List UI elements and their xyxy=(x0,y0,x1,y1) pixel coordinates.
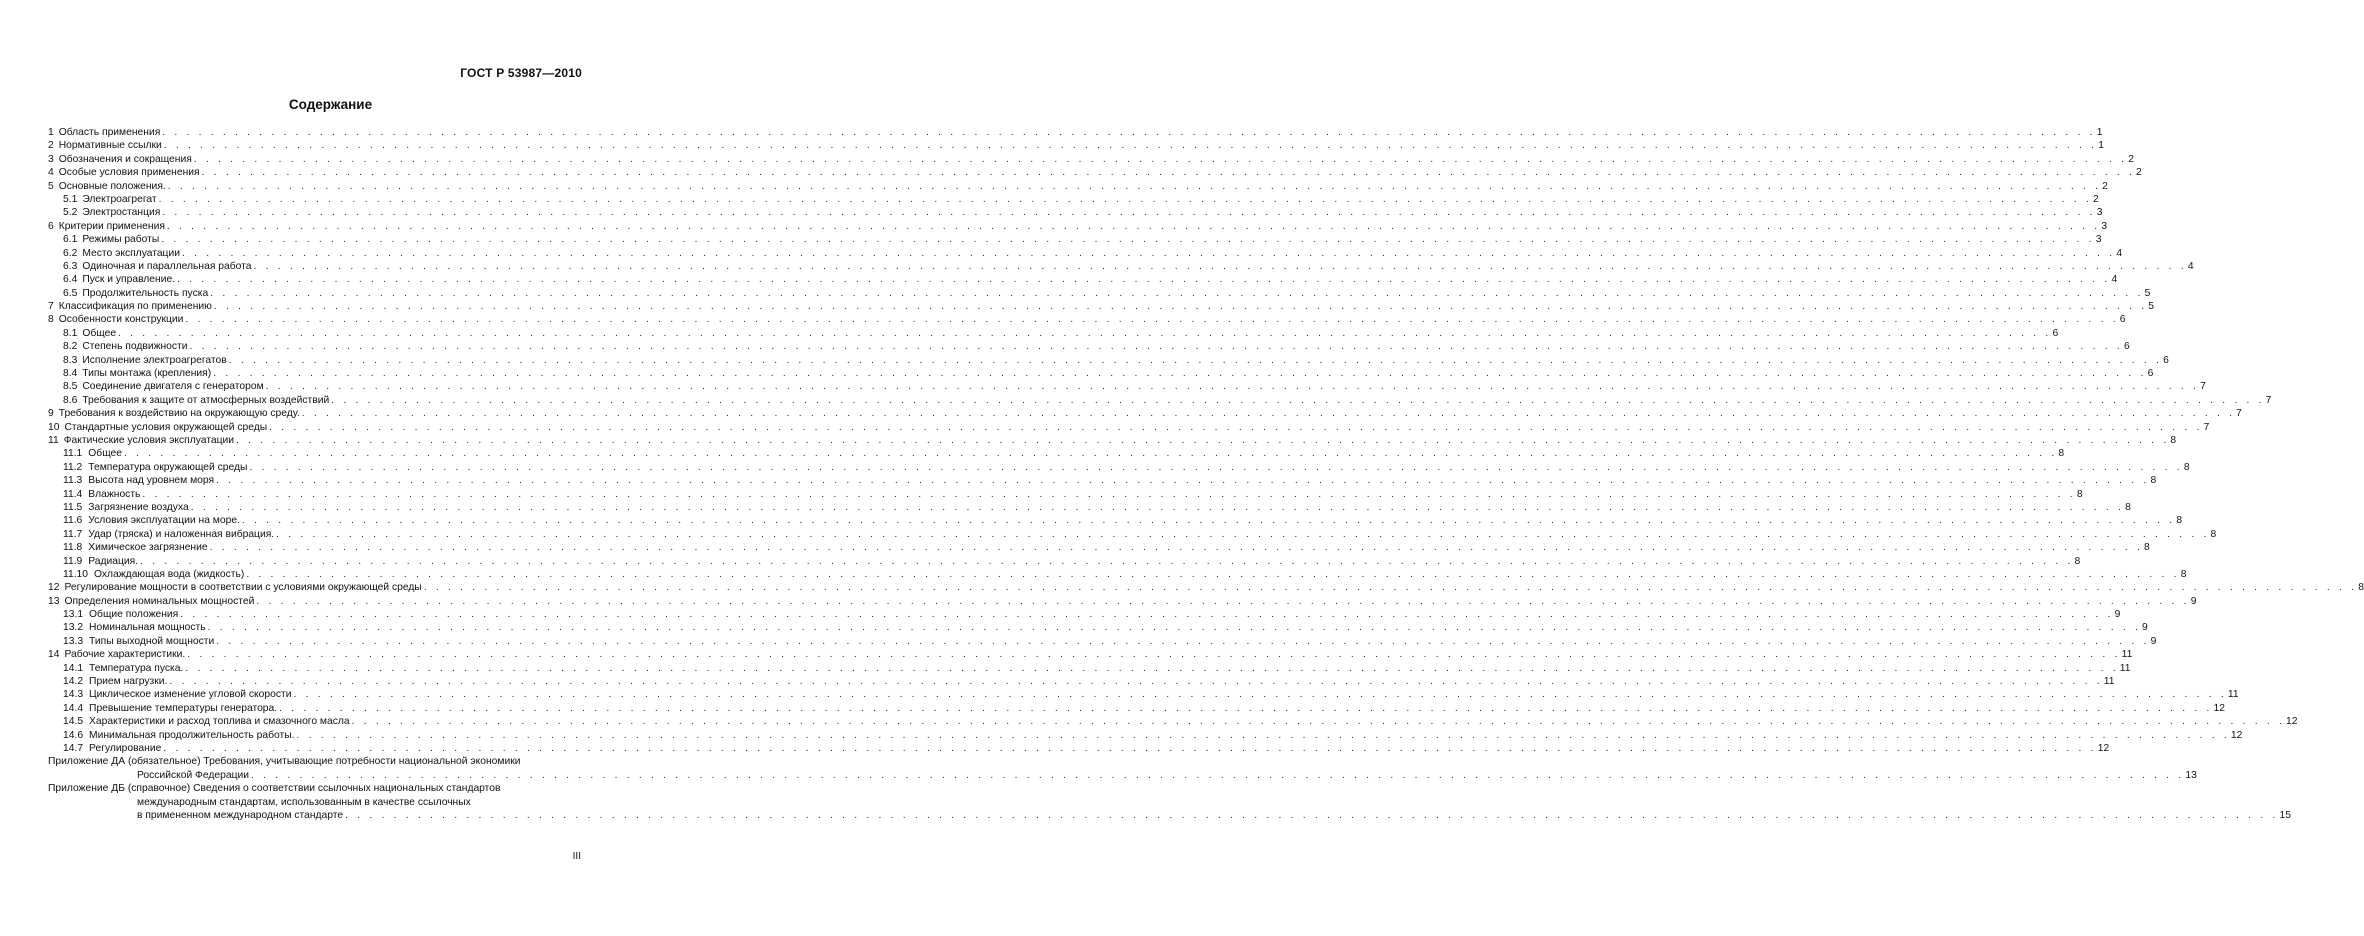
toc-entry[interactable] xyxy=(48,688,2239,701)
toc-entry-number: 9 xyxy=(48,408,54,420)
toc-entry-label: Электроагрегат xyxy=(82,193,157,205)
toc-entry-number: 10 xyxy=(48,421,60,433)
toc-entry-number: 13.1 xyxy=(63,609,84,621)
toc-entry-number: 11.10 xyxy=(63,568,89,580)
toc-entry-number: 13.2 xyxy=(63,622,84,634)
toc-entry-title xyxy=(63,608,178,621)
toc-entry-label: Степень подвижности xyxy=(82,341,188,353)
toc-entry-page: 7 xyxy=(2203,421,2210,433)
toc-entry-label: Охлаждающая вода (жидкость) xyxy=(94,568,245,580)
toc-appendix-entry[interactable] xyxy=(48,782,2291,822)
toc-entry-title xyxy=(63,501,189,514)
toc-entry-number: 14.4 xyxy=(63,702,84,714)
toc-entry[interactable] xyxy=(48,180,2108,193)
toc-entry-label: Особенности конструкции xyxy=(58,314,184,326)
toc-entry-number: 11.1 xyxy=(63,448,83,460)
toc-entry-title xyxy=(63,662,183,675)
toc-entry-title xyxy=(63,340,188,353)
toc-entry-label: Общее xyxy=(88,448,122,460)
toc-entry-label: Продолжительность пуска xyxy=(82,287,209,299)
dot-leader: . . . . . . . . . . . . . . . . . . . . . . . . . . . . . . . . . . . . . . . . . . . . . . . . . . . . . . . . . . . . . . . . . . . . . . . . . . . . . . . . . . . . . . . . . . . . . . . . . . . . . . . . . . . . . . . . . . . . . . . . . . . . . . . . . . . . . . . . . . . . . . . . . . . . . . . . . . . . . . . . xyxy=(181,247,2116,259)
dot-leader: . . . . . . . . . . . . . . . . . . . . . . . . . . . . . . . . . . . . . . . . . . . . . . . . . . . . . . . . . . . . . . . . . . . . . . . . . . . . . . . . . . . . . . . . . . . . . . . . . . . . . . . . . . . . . . . . . . . . . . . . . . . . . . . . . . . . . . . . . . . . . . . . . . . . . . . . . . . . . . . . xyxy=(207,622,2142,634)
page-number: III xyxy=(572,851,581,862)
toc-entry-label: Влажность xyxy=(88,488,141,500)
toc-entry-label: Высота над уровнем моря xyxy=(88,475,215,487)
toc-entry-title xyxy=(63,474,214,487)
toc-entry-number: 11.6 xyxy=(63,515,83,527)
toc-entry-label: Основные положения. xyxy=(58,180,166,192)
dot-leader: . . . . . . . . . . . . . . . . . . . . . . . . . . . . . . . . . . . . . . . . . . . . . . . . . . . . . . . . . . . . . . . . . . . . . . . . . . . . . . . . . . . . . . . . . . . . . . . . . . . . . . . . . . . . . . . . . . . . . . . . . . . . . . . . . . . . . . . . . . . . . . . . . . . . . . . . . . . . . . . . xyxy=(228,354,2163,366)
dot-leader: . . . . . . . . . . . . . . . . . . . . . . . . . . . . . . . . . . . . . . . . . . . . . . . . . . . . . . . . . . . . . . . . . . . . . . . . . . . . . . . . . . . . . . . . . . . . . . . . . . . . . . . . . . . . . . . . . . . . . . . . . . . . . . . . . . . . . . . . . . . . . . . . . . . . . . . . . . . . . . . . xyxy=(193,153,2128,165)
toc-entry-number: 11.4 xyxy=(63,488,83,500)
toc-entry-title xyxy=(63,380,264,393)
toc-entry-page: 6 xyxy=(2123,341,2130,353)
toc-entry-page: 12 xyxy=(2097,742,2110,754)
toc-entry-title xyxy=(63,260,251,273)
toc-entry-number: 11.3 xyxy=(63,475,83,487)
toc-entry-number: 14.5 xyxy=(63,716,84,728)
toc-entry-page: 8 xyxy=(2170,434,2177,446)
toc-entry-label: Обозначения и сокращения xyxy=(58,153,192,165)
toc-entry[interactable] xyxy=(48,581,2364,594)
dot-leader: . . . . . . . . . . . . . . . . . . . . . . . . . . . . . . . . . . . . . . . . . . . . . . . . . . . . . . . . . . . . . . . . . . . . . . . . . . . . . . . . . . . . . . . . . . . . . . . . . . . . . . . . . . . . . . . . . . . . . . . . . . . . . . . . . . . . . . . . . . . . . . . . . . . . . . . . . . . . . . . . xyxy=(253,260,2187,272)
toc-entry[interactable] xyxy=(48,247,2123,260)
toc-entry-number: 3 xyxy=(48,153,54,165)
toc-entry-label: Стандартные условия окружающей среды xyxy=(64,421,268,433)
toc-entry[interactable] xyxy=(48,514,2183,527)
toc-entry[interactable] xyxy=(48,729,2243,742)
toc-entry-number: 14 xyxy=(48,649,60,661)
toc-entry-number: 11.5 xyxy=(63,501,83,513)
toc-entry[interactable] xyxy=(48,702,2225,715)
dot-leader: . . . . . . . . . . . . . . . . . . . . . . . . . . . . . . . . . . . . . . . . . . . . . . . . . . . . . . . . . . . . . . . . . . . . . . . . . . . . . . . . . . . . . . . . . . . . . . . . . . . . . . . . . . . . . . . . . . . . . . . . . . . . . . . . . . . . . . . . . . . . . . . . . . . . . . . . . . . . . . . . xyxy=(169,676,2103,688)
toc-entry[interactable] xyxy=(48,461,2190,474)
dot-leader: . . . . . . . . . . . . . . . . . . . . . . . . . . . . . . . . . . . . . . . . . . . . . . . . . . . . . . . . . . . . . . . . . . . . . . . . . . . . . . . . . . . . . . . . . . . . . . . . . . . . . . . . . . . . . . . . . . . . . . . . . . . . . . . . . . . . . . . . . . . . . . . . . . . . . . . . . . . . . . . . xyxy=(246,568,2180,580)
toc-entry-title xyxy=(48,153,192,166)
toc-entry-label: Электростанция xyxy=(82,207,161,219)
dot-leader: . . . . . . . . . . . . . . . . . . . . . . . . . . . . . . . . . . . . . . . . . . . . . . . . . . . . . . . . . . . . . . . . . . . . . . . . . . . . . . . . . . . . . . . . . . . . . . . . . . . . . . . . . . . . . . . . . . . . . . . . . . . . . . . . . . . . . . . . . . . . . . . . . . . . . . . . . . . . . . . . xyxy=(185,314,2119,326)
toc-entry-page: 5 xyxy=(2148,301,2155,313)
toc-entry-number: 11 xyxy=(48,434,59,446)
toc-entry-title xyxy=(48,595,254,608)
toc-entry-title xyxy=(63,688,291,701)
toc-entry-label: Температура окружающей среды xyxy=(88,461,248,473)
toc-entry-label: Общие положения xyxy=(89,609,179,621)
toc-entry-number: 2 xyxy=(48,140,54,152)
toc-appendix-entry[interactable] xyxy=(48,755,2197,782)
toc-entry-label: Пуск и управление. xyxy=(82,274,176,286)
toc-entry-number: 6.5 xyxy=(63,287,78,299)
toc-entry[interactable] xyxy=(48,300,2155,313)
toc-entry-title xyxy=(48,407,300,420)
toc-entry-page: 3 xyxy=(2096,207,2103,219)
toc-entry-number: 14.2 xyxy=(63,676,84,688)
toc-entry[interactable] xyxy=(48,501,2131,514)
toc-entry[interactable] xyxy=(48,206,2103,219)
toc-entry[interactable] xyxy=(48,220,2108,233)
dot-leader: . . . . . . . . . . . . . . . . . . . . . . . . . . . . . . . . . . . . . . . . . . . . . . . . . . . . . . . . . . . . . . . . . . . . . . . . . . . . . . . . . . . . . . . . . . . . . . . . . . . . . . . . . . . . . . . . . . . . . . . . . . . . . . . . . . . . . . . . . . . . . . . . . . . . . . . . . . . . . . . . xyxy=(249,461,2183,473)
toc-entry-page: 12 xyxy=(2230,729,2243,741)
toc-entry-page: 6 xyxy=(2163,354,2169,366)
toc-entry[interactable] xyxy=(48,434,2177,447)
dot-leader: . . . . . . . . . . . . . . . . . . . . . . . . . . . . . . . . . . . . . . . . . . . . . . . . . . . . . . . . . . . . . . . . . . . . . . . . . . . . . . . . . . . . . . . . . . . . . . . . . . . . . . . . . . . . . . . . . . . . . . . . . . . . . . . . . . . . . . . . . . . . . . . . . . . . . . . . . . . . . . . . xyxy=(331,394,2265,406)
toc-entry-page: 1 xyxy=(2096,127,2103,138)
toc-entry-number: 7 xyxy=(48,301,54,313)
dot-leader: . . . . . . . . . . . . . . . . . . . . . . . . . . . . . . . . . . . . . . . . . . . . . . . . . . . . . . . . . . . . . . . . . . . . . . . . . . . . . . . . . . . . . . . . . . . . . . . . . . . . . . . . . . . . . . . . . . . . . . . . . . . . . . . . . . . . . . . . . . . . . . . . . . . . . . . . . . . . . . . . xyxy=(140,555,2074,567)
dot-leader: . . . . . . . . . . . . . . . . . . . . . . . . . . . . . . . . . . . . . . . . . . . . . . . . . . . . . . . . . . . . . . . . . . . . . . . . . . . . . . . . . . . . . . . . . . . . . . . . . . . . . . . . . . . . . . . . . . . . . . . . . . . . . . . . . . . . . . . . . . . . . . . . . . . . . . . . . . . . . . . . xyxy=(216,475,2150,487)
toc-entry-label: Радиация. xyxy=(88,555,139,567)
toc-entry-label: Общее xyxy=(82,327,117,339)
toc-entry-page: 8 xyxy=(2150,475,2157,487)
toc-entry-title xyxy=(63,541,208,554)
toc-entry-label: Рабочие характеристики. xyxy=(64,649,186,661)
toc-entry[interactable] xyxy=(48,273,2118,286)
toc-entry-label: Регулирование xyxy=(89,742,162,754)
toc-entry-page: 6 xyxy=(2147,368,2154,380)
toc-entry-label: Удар (тряска) и наложенная вибрация. xyxy=(88,528,275,540)
toc-entry-page: 8 xyxy=(2210,528,2217,540)
toc-entry[interactable] xyxy=(48,193,2099,206)
toc-entry-page: 9 xyxy=(2190,595,2197,607)
toc-entry-page: 2 xyxy=(2102,180,2108,192)
toc-entry-label: Превышение температуры генератора. xyxy=(89,702,278,714)
toc-entry-page: 2 xyxy=(2128,153,2134,165)
toc-entry[interactable] xyxy=(48,380,2206,393)
dot-leader: . . . . . . . . . . . . . . . . . . . . . . . . . . . . . . . . . . . . . . . . . . . . . . . . . . . . . . . . . . . . . . . . . . . . . . . . . . . . . . . . . . . . . . . . . . . . . . . . . . . . . . . . . . . . . . . . . . . . . . . . . . . . . . . . . . . . . . . . . . . . . . . . . . . . . . . . . . . . . . . . xyxy=(142,488,2076,500)
toc-entry-label: Соединение двигателя с генератором xyxy=(82,381,264,393)
toc-entry-title xyxy=(63,193,157,206)
dot-leader: . . . . . . . . . . . . . . . . . . . . . . . . . . . . . . . . . . . . . . . . . . . . . . . . . . . . . . . . . . . . . . . . . . . . . . . . . . . . . . . . . . . . . . . . . . . . . . . . . . . . . . . . . . . . . . . . . . . . . . . . . . . . . . . . . . . . . . . . . . . . . . . . . . . . . . . . . . . . . . . . xyxy=(301,408,2236,420)
toc-entry-title xyxy=(63,461,247,474)
toc-entry[interactable] xyxy=(48,541,2150,554)
toc-entry-label: Химическое загрязнение xyxy=(88,542,208,554)
page-title: Содержание xyxy=(288,97,373,112)
toc-entry-page: 8 xyxy=(2180,568,2187,580)
toc-entry-number: 6.2 xyxy=(63,247,78,259)
toc-entry-label: Типы выходной мощности xyxy=(89,635,215,647)
toc-entry-page: 8 xyxy=(2076,488,2083,500)
toc-entry-page: 6 xyxy=(2052,327,2059,339)
toc-entry-number: 8.3 xyxy=(63,354,78,366)
toc-entry-page: 3 xyxy=(2101,220,2108,232)
toc-entry-page: 2 xyxy=(2093,193,2099,205)
toc-entry-title xyxy=(63,568,244,581)
toc-entry-label: Определения номинальных мощностей xyxy=(64,595,255,607)
toc-entry-page: 9 xyxy=(2114,609,2121,621)
dot-leader: . . . . . . . . . . . . . . . . . . . . . . . . . . . . . . . . . . . . . . . . . . . . . . . . . . . . . . . . . . . . . . . . . . . . . . . . . . . . . . . . . . . . . . . . . . . . . . . . . . . . . . . . . . . . . . . . . . . . . . . . . . . . . . . . . . . . . . . . . . . . . . . . . . . . . . . . . . . . . . . . xyxy=(269,421,2203,433)
toc-entry-title xyxy=(48,421,267,434)
toc-entry-number: 8.5 xyxy=(63,381,78,393)
toc-entry-page: 3 xyxy=(2095,234,2102,246)
toc-entry-title xyxy=(63,528,274,541)
toc-entry-number: 5.1 xyxy=(63,193,78,205)
toc-entry-page: 9 xyxy=(2142,622,2148,634)
toc-entry-label: Загрязнение воздуха xyxy=(88,501,189,513)
dot-leader: . . . . . . . . . . . . . . . . . . . . . . . . . . . . . . . . . . . . . . . . . . . . . . . . . . . . . . . . . . . . . . . . . . . . . . . . . . . . . . . . . . . . . . . . . . . . . . . . . . . . . . . . . . . . . . . . . . . . . . . . . . . . . . . . . . . . . . . . . . . . . . . . . . . . . . . . . . . . . . . . xyxy=(163,742,2097,754)
dot-leader: . . . . . . . . . . . . . . . . . . . . . . . . . . . . . . . . . . . . . . . . . . . . . . . . . . . . . . . . . . . . . . . . . . . . . . . . . . . . . . . . . . . . . . . . . . . . . . . . . . . . . . . . . . . . . . . . . . . . . . . . . . . . . . . . . . . . . . . . . . . . . . . . . . . . . . . . . . . . . . . . xyxy=(241,515,2176,527)
toc-entry-title xyxy=(63,555,138,568)
appendix-title-continuation: международным стандартам, использованным в качестве ссылочных xyxy=(137,796,471,808)
toc-entry-number: 6.4 xyxy=(63,274,78,286)
toc-entry-label: Типы монтажа (крепления) xyxy=(82,368,212,380)
toc-entry[interactable] xyxy=(48,340,2130,353)
toc-entry-title xyxy=(48,139,162,152)
toc-entry[interactable] xyxy=(48,675,2115,688)
toc-entry-number: 13.3 xyxy=(63,635,84,647)
toc-entry-page: 5 xyxy=(2144,287,2151,299)
toc-entry-page: 8 xyxy=(2058,448,2065,460)
toc-entry[interactable] xyxy=(48,608,2121,621)
toc-entry-page: 8 xyxy=(2358,582,2364,594)
toc-entry-label: Регулирование мощности в соответствии с условиями окружающей среды xyxy=(64,582,422,594)
toc-entry-number: 14.3 xyxy=(63,689,84,701)
toc-entry-number: 8 xyxy=(48,314,54,326)
toc-entry-label: Требования к воздействию на окружающую среду. xyxy=(58,408,300,420)
toc-entry-title xyxy=(48,313,183,326)
toc-entry-title xyxy=(48,180,166,193)
dot-leader: . . . . . . . . . . . . . . . . . . . . . . . . . . . . . . . . . . . . . . . . . . . . . . . . . . . . . . . . . . . . . . . . . . . . . . . . . . . . . . . . . . . . . . . . . . . . . . . . . . . . . . . . . . . . . . . . . . . . . . . . . . . . . . . . . . . . . . . . . . . . . . . . . . . . . . . . . . . . . . . . xyxy=(163,140,2098,152)
toc-entry-title xyxy=(63,247,180,260)
toc-entry-label: Особые условия применения xyxy=(58,167,200,179)
dot-leader: . . . . . . . . . . . . . . . . . . . . . . . . . . . . . . . . . . . . . . . . . . . . . . . . . . . . . . . . . . . . . . . . . . . . . . . . . . . . . . . . . . . . . . . . . . . . . . . . . . . . . . . . . . . . . . . . . . . . . . . . . . . . . . . . . . . . . . . . . . . . . . . . . . . . . . . . . . . . . . . . xyxy=(213,368,2147,380)
dot-leader: . . . . . . . . . . . . . . . . . . . . . . . . . . . . . . . . . . . . . . . . . . . . . . . . . . . . . . . . . . . . . . . . . . . . . . . . . . . . . . . . . . . . . . . . . . . . . . . . . . . . . . . . . . . . . . . . . . . . . . . . . . . . . . . . . . . . . . . . . . . . . . . . . . . . . . . . . . . . . . . . xyxy=(279,702,2213,714)
toc-entry-page: 4 xyxy=(2187,260,2194,272)
dot-leader: . . . . . . . . . . . . . . . . . . . . . . . . . . . . . . . . . . . . . . . . . . . . . . . . . . . . . . . . . . . . . . . . . . . . . . . . . . . . . . . . . . . . . . . . . . . . . . . . . . . . . . . . . . . . . . . . . . . . . . . . . . . . . . . . . . . . . . . . . . . . . . . . . . . . . . . . . . . . . . . . xyxy=(158,193,2092,205)
toc-entry-title xyxy=(63,287,208,300)
toc-entry-number: 4 xyxy=(48,167,54,179)
dot-leader: . . . . . . . . . . . . . . . . . . . . . . . . . . . . . . . . . . . . . . . . . . . . . . . . . . . . . . . . . . . . . . . . . . . . . . . . . . . . . . . . . . . . . . . . . . . . . . . . . . . . . . . . . . . . . . . . . . . . . . . . . . . . . . . . . . . . . . . . . . . . . . . . . . . . . . . . . . . . . . . . xyxy=(210,287,2144,299)
dot-leader: . . . . . . . . . . . . . . . . . . . . . . . . . . . . . . . . . . . . . . . . . . . . . . . . . . . . . . . . . . . . . . . . . . . . . . . . . . . . . . . . . . . . . . . . . . . . . . . . . . . . . . . . . . . . . . . . . . . . . . . . . . . . . . . . . . . . . . . . . . . . . . . . . . . . . . . . . . . . . . . . xyxy=(276,528,2210,540)
toc-entry-title xyxy=(63,635,214,648)
toc-entry-label: Место эксплуатации xyxy=(82,247,180,259)
toc-entry-number: 14.7 xyxy=(63,742,84,754)
appendix-page: 13 xyxy=(2185,769,2197,781)
toc-entry-title xyxy=(63,729,295,742)
dot-leader: . . . . . . . . . . . . . . . . . . . . . . . . . . . . . . . . . . . . . . . . . . . . . . . . . . . . . . . . . . . . . . . . . . . . . . . . . . . . . . . . . . . . . . . . . . . . . . . . . . . . . . . . . . . . . . . . . . . . . . . . . . . . . . . . . . . . . . . . . . . . . . . . . . . . . . . . . . . . . . . . xyxy=(124,448,2058,460)
toc-entry-number: 11.9 xyxy=(63,555,83,567)
dot-leader: . . . . . . . . . . . . . . . . . . . . . . . . . . . . . . . . . . . . . . . . . . . . . . . . . . . . . . . . . . . . . . . . . . . . . . . . . . . . . . . . . . . . . . . . . . . . . . . . . . . . . . . . . . . . . . . . . . . . . . . . . . . . . . . . . . . . . . . . . . . . . . . . . . . . . . . . . . . . . . . . xyxy=(185,662,2119,674)
toc-entry-label: Область применения xyxy=(58,127,161,138)
toc-entry[interactable] xyxy=(48,367,2154,380)
dot-leader: . . . . . . . . . . . . . . . . . . . . . . . . . . . . . . . . . . . . . . . . . . . . . . . . . . . . . . . . . . . . . . . . . . . . . . . . . . . . . . . . . . . . . . . . . . . . . . . . . . . . . . . . . . . . . . . . . . . . . . . . . . . . . . . . . . . . . . . . . . . . . . . . . . . . . . . . . . . . . . . . xyxy=(250,769,2185,781)
toc-entry-title xyxy=(63,675,167,688)
toc-entry-title xyxy=(48,166,200,179)
toc-entry[interactable] xyxy=(48,662,2131,675)
toc-entry-page: 11 xyxy=(2121,649,2133,661)
toc-entry[interactable] xyxy=(48,421,2210,434)
toc-entry-page: 11 xyxy=(2227,689,2239,701)
toc-entry-label: Фактические условия эксплуатации xyxy=(63,434,234,446)
toc-entry-label: Нормативные ссылки xyxy=(58,140,162,152)
toc-entry-title xyxy=(48,434,234,447)
dot-leader: . . . . . . . . . . . . . . . . . . . . . . . . . . . . . . . . . . . . . . . . . . . . . . . . . . . . . . . . . . . . . . . . . . . . . . . . . . . . . . . . . . . . . . . . . . . . . . . . . . . . . . . . . . . . . . . . . . . . . . . . . . . . . . . . . . . . . . . . . . . . . . . . . . . . . . . . . . . . . . . . xyxy=(187,649,2121,661)
dot-leader: . . . . . . . . . . . . . . . . . . . . . . . . . . . . . . . . . . . . . . . . . . . . . . . . . . . . . . . . . . . . . . . . . . . . . . . . . . . . . . . . . . . . . . . . . . . . . . . . . . . . . . . . . . . . . . . . . . . . . . . . . . . . . . . . . . . . . . . . . . . . . . . . . . . . . . . . . . . . . . . . xyxy=(166,220,2101,232)
toc-entry[interactable] xyxy=(48,260,2194,273)
toc-entry-title xyxy=(63,233,159,246)
toc-entry-page: 8 xyxy=(2183,461,2190,473)
toc-entry-number: 8.4 xyxy=(63,368,78,380)
toc-entry[interactable] xyxy=(48,648,2133,661)
toc-entry-title xyxy=(63,354,227,367)
toc-entry-label: Минимальная продолжительность работы. xyxy=(89,729,295,741)
toc-entry-number: 11.8 xyxy=(63,542,83,554)
dot-leader: . . . . . . . . . . . . . . . . . . . . . . . . . . . . . . . . . . . . . . . . . . . . . . . . . . . . . . . . . . . . . . . . . . . . . . . . . . . . . . . . . . . . . . . . . . . . . . . . . . . . . . . . . . . . . . . . . . . . . . . . . . . . . . . . . . . . . . . . . . . . . . . . . . . . . . . . . . . . . . . . xyxy=(190,501,2125,513)
toc-entry-number: 14.6 xyxy=(63,729,84,741)
dot-leader: . . . . . . . . . . . . . . . . . . . . . . . . . . . . . . . . . . . . . . . . . . . . . . . . . . . . . . . . . . . . . . . . . . . . . . . . . . . . . . . . . . . . . . . . . . . . . . . . . . . . . . . . . . . . . . . . . . . . . . . . . . . . . . . . . . . . . . . . . . . . . . . . . . . . . . . . . . . . . . . . xyxy=(296,729,2230,741)
toc-entry[interactable] xyxy=(48,287,2151,300)
toc-entry[interactable] xyxy=(48,354,2169,367)
toc-entry-label: Требования к защите от атмосферных воздействий xyxy=(82,394,330,406)
toc-entry-title xyxy=(63,273,175,286)
toc-entry-page: 8 xyxy=(2125,501,2131,513)
dot-leader: . . . . . . . . . . . . . . . . . . . . . . . . . . . . . . . . . . . . . . . . . . . . . . . . . . . . . . . . . . . . . . . . . . . . . . . . . . . . . . . . . . . . . . . . . . . . . . . . . . . . . . . . . . . . . . . . . . . . . . . . . . . . . . . . . . . . . . . . . . . . . . . . . . . . . . . . . . . . . . . . xyxy=(161,234,2095,246)
toc-entry-title xyxy=(48,648,185,661)
toc-entry-number: 5 xyxy=(48,180,54,192)
toc-entry-label: Режимы работы xyxy=(82,234,160,246)
toc-entry[interactable] xyxy=(48,447,2065,460)
dot-leader: . . . . . . . . . . . . . . . . . . . . . . . . . . . . . . . . . . . . . . . . . . . . . . . . . . . . . . . . . . . . . . . . . . . . . . . . . . . . . . . . . . . . . . . . . . . . . . . . . . . . . . . . . . . . . . . . . . . . . . . . . . . . . . . . . . . . . . . . . . . . . . . . . . . . . . . . . . . . . . . . xyxy=(201,167,2136,179)
toc-entry-page: 12 xyxy=(2286,716,2298,728)
toc-entry-title xyxy=(48,220,165,233)
toc-entry-number: 1 xyxy=(48,127,54,138)
toc-entry-number: 6 xyxy=(48,220,54,232)
toc-entry-number: 8.2 xyxy=(63,341,78,353)
toc-entry-label: Прием нагрузки. xyxy=(89,676,168,688)
toc-entry-title xyxy=(63,702,277,715)
toc-entry[interactable] xyxy=(48,139,2104,152)
dot-leader: . . . . . . . . . . . . . . . . . . . . . . . . . . . . . . . . . . . . . . . . . . . . . . . . . . . . . . . . . . . . . . . . . . . . . . . . . . . . . . . . . . . . . . . . . . . . . . . . . . . . . . . . . . . . . . . . . . . . . . . . . . . . . . . . . . . . . . . . . . . . . . . . . . . . . . . . . . . . . . . . xyxy=(351,716,2286,728)
toc-entry-number: 5.2 xyxy=(63,207,78,219)
appendix-title: Приложение ДБ (справочное) Сведения о соответствии ссылочных национальных стандартов xyxy=(48,783,501,795)
toc-entry-title xyxy=(63,715,350,728)
dot-leader: . . . . . . . . . . . . . . . . . . . . . . . . . . . . . . . . . . . . . . . . . . . . . . . . . . . . . . . . . . . . . . . . . . . . . . . . . . . . . . . . . . . . . . . . . . . . . . . . . . . . . . . . . . . . . . . . . . . . . . . . . . . . . . . . . . . . . . . . . . . . . . . . . . . . . . . . . . . . . . . . xyxy=(293,689,2227,701)
toc-entry[interactable] xyxy=(48,394,2272,407)
toc-entry[interactable] xyxy=(48,126,2103,139)
toc-entry[interactable] xyxy=(48,635,2157,648)
dot-leader: . . . . . . . . . . . . . . . . . . . . . . . . . . . . . . . . . . . . . . . . . . . . . . . . . . . . . . . . . . . . . . . . . . . . . . . . . . . . . . . . . . . . . . . . . . . . . . . . . . . . . . . . . . . . . . . . . . . . . . . . . . . . . . . . . . . . . . . . . . . . . . . . . . . . . . . . . . . . . . . . xyxy=(265,381,2200,393)
toc-entry-page: 7 xyxy=(2200,381,2206,393)
dot-leader: . . . . . . . . . . . . . . . . . . . . . . . . . . . . . . . . . . . . . . . . . . . . . . . . . . . . . . . . . . . . . . . . . . . . . . . . . . . . . . . . . . . . . . . . . . . . . . . . . . . . . . . . . . . . . . . . . . . . . . . . . . . . . . . . . . . . . . . . . . . . . . . . . . . . . . . . . . . . . . . . xyxy=(236,434,2170,446)
dot-leader: . . . . . . . . . . . . . . . . . . . . . . . . . . . . . . . . . . . . . . . . . . . . . . . . . . . . . . . . . . . . . . . . . . . . . . . . . . . . . . . . . . . . . . . . . . . . . . . . . . . . . . . . . . . . . . . . . . . . . . . . . . . . . . . . . . . . . . . . . . . . . . . . . . . . . . . . . . . . . . . . xyxy=(162,127,2096,138)
dot-leader: . . . . . . . . . . . . . . . . . . . . . . . . . . . . . . . . . . . . . . . . . . . . . . . . . . . . . . . . . . . . . . . . . . . . . . . . . . . . . . . . . . . . . . . . . . . . . . . . . . . . . . . . . . . . . . . . . . . . . . . . . . . . . . . . . . . . . . . . . . . . . . . . . . . . . . . . . . . . . . . . xyxy=(167,180,2102,192)
toc-entry-title xyxy=(48,300,212,313)
toc-entry-page: 2 xyxy=(2136,167,2142,179)
toc-entry[interactable] xyxy=(48,166,2142,179)
toc-entry-title xyxy=(63,206,160,219)
toc-entry[interactable] xyxy=(48,153,2134,166)
toc-entry-page: 8 xyxy=(2144,542,2150,554)
toc-entry-number: 11.7 xyxy=(63,528,83,540)
toc-entry-label: Классификация по применению xyxy=(58,301,212,313)
appendix-title-continuation: Российской Федерации xyxy=(137,769,249,781)
toc-entry-label: Исполнение электроагрегатов xyxy=(82,354,227,366)
toc-entry-title xyxy=(48,126,160,139)
toc-entry-label: Характеристики и расход топлива и смазочного масла xyxy=(89,716,350,728)
dot-leader: . . . . . . . . . . . . . . . . . . . . . . . . . . . . . . . . . . . . . . . . . . . . . . . . . . . . . . . . . . . . . . . . . . . . . . . . . . . . . . . . . . . . . . . . . . . . . . . . . . . . . . . . . . . . . . . . . . . . . . . . . . . . . . . . . . . . . . . . . . . . . . . . . . . . . . . . . . . . . . . . xyxy=(118,327,2052,339)
toc-entry-label: Критерии применения xyxy=(58,220,165,232)
toc-entry-page: 4 xyxy=(2111,274,2118,286)
toc-entry-page: 11 xyxy=(2103,676,2115,688)
toc-entry[interactable] xyxy=(48,555,2081,568)
toc-entry-label: Циклическое изменение угловой скорости xyxy=(89,689,292,701)
standard-code: ГОСТ Р 53987—2010 xyxy=(460,66,582,80)
toc-entry-number: 12 xyxy=(48,582,60,594)
toc-entry-number: 6.3 xyxy=(63,260,78,272)
toc-entry-page: 4 xyxy=(2116,247,2123,259)
toc-entry-number: 6.1 xyxy=(63,234,78,246)
toc-entry[interactable] xyxy=(48,407,2242,420)
toc-entry[interactable] xyxy=(48,595,2197,608)
toc-entry[interactable] xyxy=(48,621,2148,634)
dot-leader: . . . . . . . . . . . . . . . . . . . . . . . . . . . . . . . . . . . . . . . . . . . . . . . . . . . . . . . . . . . . . . . . . . . . . . . . . . . . . . . . . . . . . . . . . . . . . . . . . . . . . . . . . . . . . . . . . . . . . . . . . . . . . . . . . . . . . . . . . . . . . . . . . . . . . . . . . . . . . . . . xyxy=(256,595,2190,607)
toc-entry[interactable] xyxy=(48,568,2187,581)
toc-entry[interactable] xyxy=(48,488,2083,501)
toc-entry-page: 1 xyxy=(2098,140,2104,152)
toc-entry[interactable] xyxy=(48,715,2298,728)
toc-entry[interactable] xyxy=(48,313,2126,326)
dot-leader: . . . . . . . . . . . . . . . . . . . . . . . . . . . . . . . . . . . . . . . . . . . . . . . . . . . . . . . . . . . . . . . . . . . . . . . . . . . . . . . . . . . . . . . . . . . . . . . . . . . . . . . . . . . . . . . . . . . . . . . . . . . . . . . . . . . . . . . . . . . . . . . . . . . . . . . . . . . . . . . . xyxy=(180,609,2114,621)
toc-entry[interactable] xyxy=(48,233,2102,246)
dot-leader: . . . . . . . . . . . . . . . . . . . . . . . . . . . . . . . . . . . . . . . . . . . . . . . . . . . . . . . . . . . . . . . . . . . . . . . . . . . . . . . . . . . . . . . . . . . . . . . . . . . . . . . . . . . . . . . . . . . . . . . . . . . . . . . . . . . . . . . . . . . . . . . . . . . . . . . . . . . . . . . . xyxy=(216,635,2150,647)
toc-entry-page: 9 xyxy=(2150,635,2157,647)
dot-leader: . . . . . . . . . . . . . . . . . . . . . . . . . . . . . . . . . . . . . . . . . . . . . . . . . . . . . . . . . . . . . . . . . . . . . . . . . . . . . . . . . . . . . . . . . . . . . . . . . . . . . . . . . . . . . . . . . . . . . . . . . . . . . . . . . . . . . . . . . . . . . . . . . . . . . . . . . . . . . . . . xyxy=(209,542,2144,554)
toc-entry-page: 12 xyxy=(2213,702,2225,714)
toc-entry-page: 6 xyxy=(2119,314,2126,326)
toc-entry-title xyxy=(63,514,240,527)
appendix-page: 15 xyxy=(2279,809,2291,821)
toc-entry-label: Одиночная и параллельная работа xyxy=(82,260,252,272)
toc-entry[interactable] xyxy=(48,474,2157,487)
toc-entry-page: 7 xyxy=(2265,394,2272,406)
toc-entry-title xyxy=(63,742,161,755)
toc-entry-number: 14.1 xyxy=(63,662,84,674)
toc-entry-page: 8 xyxy=(2074,555,2081,567)
toc-entry[interactable] xyxy=(48,327,2059,340)
toc-entry-page: 11 xyxy=(2119,662,2131,674)
toc-entry-label: Температура пуска. xyxy=(89,662,184,674)
toc-entry-number: 8.6 xyxy=(63,394,78,406)
dot-leader: . . . . . . . . . . . . . . . . . . . . . . . . . . . . . . . . . . . . . . . . . . . . . . . . . . . . . . . . . . . . . . . . . . . . . . . . . . . . . . . . . . . . . . . . . . . . . . . . . . . . . . . . . . . . . . . . . . . . . . . . . . . . . . . . . . . . . . . . . . . . . . . . . . . . . . . . . . . . . . . . xyxy=(189,341,2123,353)
toc-entry-number: 8.1 xyxy=(63,327,78,339)
toc-entry-page: 8 xyxy=(2176,515,2183,527)
toc-entry-title xyxy=(63,621,206,634)
table-of-contents xyxy=(48,126,2364,822)
toc-entry[interactable] xyxy=(48,528,2217,541)
toc-entry-title xyxy=(63,447,122,460)
toc-entry-label: Условия эксплуатации на море. xyxy=(88,515,240,527)
toc-entry[interactable] xyxy=(48,742,2110,755)
appendix-title-continuation: в примененном международном стандарте xyxy=(137,809,344,821)
toc-entry-number: 13 xyxy=(48,595,60,607)
appendix-title: Приложение ДА (обязательное) Требования, учитывающие потребности национальной экономики xyxy=(48,756,521,768)
toc-entry-title xyxy=(48,581,422,594)
toc-entry-number: 11.2 xyxy=(63,461,83,473)
dot-leader: . . . . . . . . . . . . . . . . . . . . . . . . . . . . . . . . . . . . . . . . . . . . . . . . . . . . . . . . . . . . . . . . . . . . . . . . . . . . . . . . . . . . . . . . . . . . . . . . . . . . . . . . . . . . . . . . . . . . . . . . . . . . . . . . . . . . . . . . . . . . . . . . . . . . . . . . . . . . . . . . xyxy=(213,301,2148,313)
toc-entry-title xyxy=(63,367,211,380)
dot-leader: . . . . . . . . . . . . . . . . . . . . . . . . . . . . . . . . . . . . . . . . . . . . . . . . . . . . . . . . . . . . . . . . . . . . . . . . . . . . . . . . . . . . . . . . . . . . . . . . . . . . . . . . . . . . . . . . . . . . . . . . . . . . . . . . . . . . . . . . . . . . . . . . . . . . . . . . . . . . . . . . xyxy=(423,582,2358,594)
dot-leader: . . . . . . . . . . . . . . . . . . . . . . . . . . . . . . . . . . . . . . . . . . . . . . . . . . . . . . . . . . . . . . . . . . . . . . . . . . . . . . . . . . . . . . . . . . . . . . . . . . . . . . . . . . . . . . . . . . . . . . . . . . . . . . . . . . . . . . . . . . . . . . . . . . . . . . . . . . . . . . . . xyxy=(162,207,2096,219)
dot-leader: . . . . . . . . . . . . . . . . . . . . . . . . . . . . . . . . . . . . . . . . . . . . . . . . . . . . . . . . . . . . . . . . . . . . . . . . . . . . . . . . . . . . . . . . . . . . . . . . . . . . . . . . . . . . . . . . . . . . . . . . . . . . . . . . . . . . . . . . . . . . . . . . . . . . . . . . . . . . . . . . xyxy=(177,274,2111,286)
toc-entry-title xyxy=(63,327,116,340)
toc-entry-label: Номинальная мощность xyxy=(89,622,206,634)
toc-entry-title xyxy=(63,488,140,501)
dot-leader: . . . . . . . . . . . . . . . . . . . . . . . . . . . . . . . . . . . . . . . . . . . . . . . . . . . . . . . . . . . . . . . . . . . . . . . . . . . . . . . . . . . . . . . . . . . . . . . . . . . . . . . . . . . . . . . . . . . . . . . . . . . . . . . . . . . . . . . . . . . . . . . . . . . . . . . . . . . . . . . . xyxy=(345,809,2279,821)
toc-entry-page: 7 xyxy=(2236,408,2242,420)
toc-entry-title xyxy=(63,394,329,407)
